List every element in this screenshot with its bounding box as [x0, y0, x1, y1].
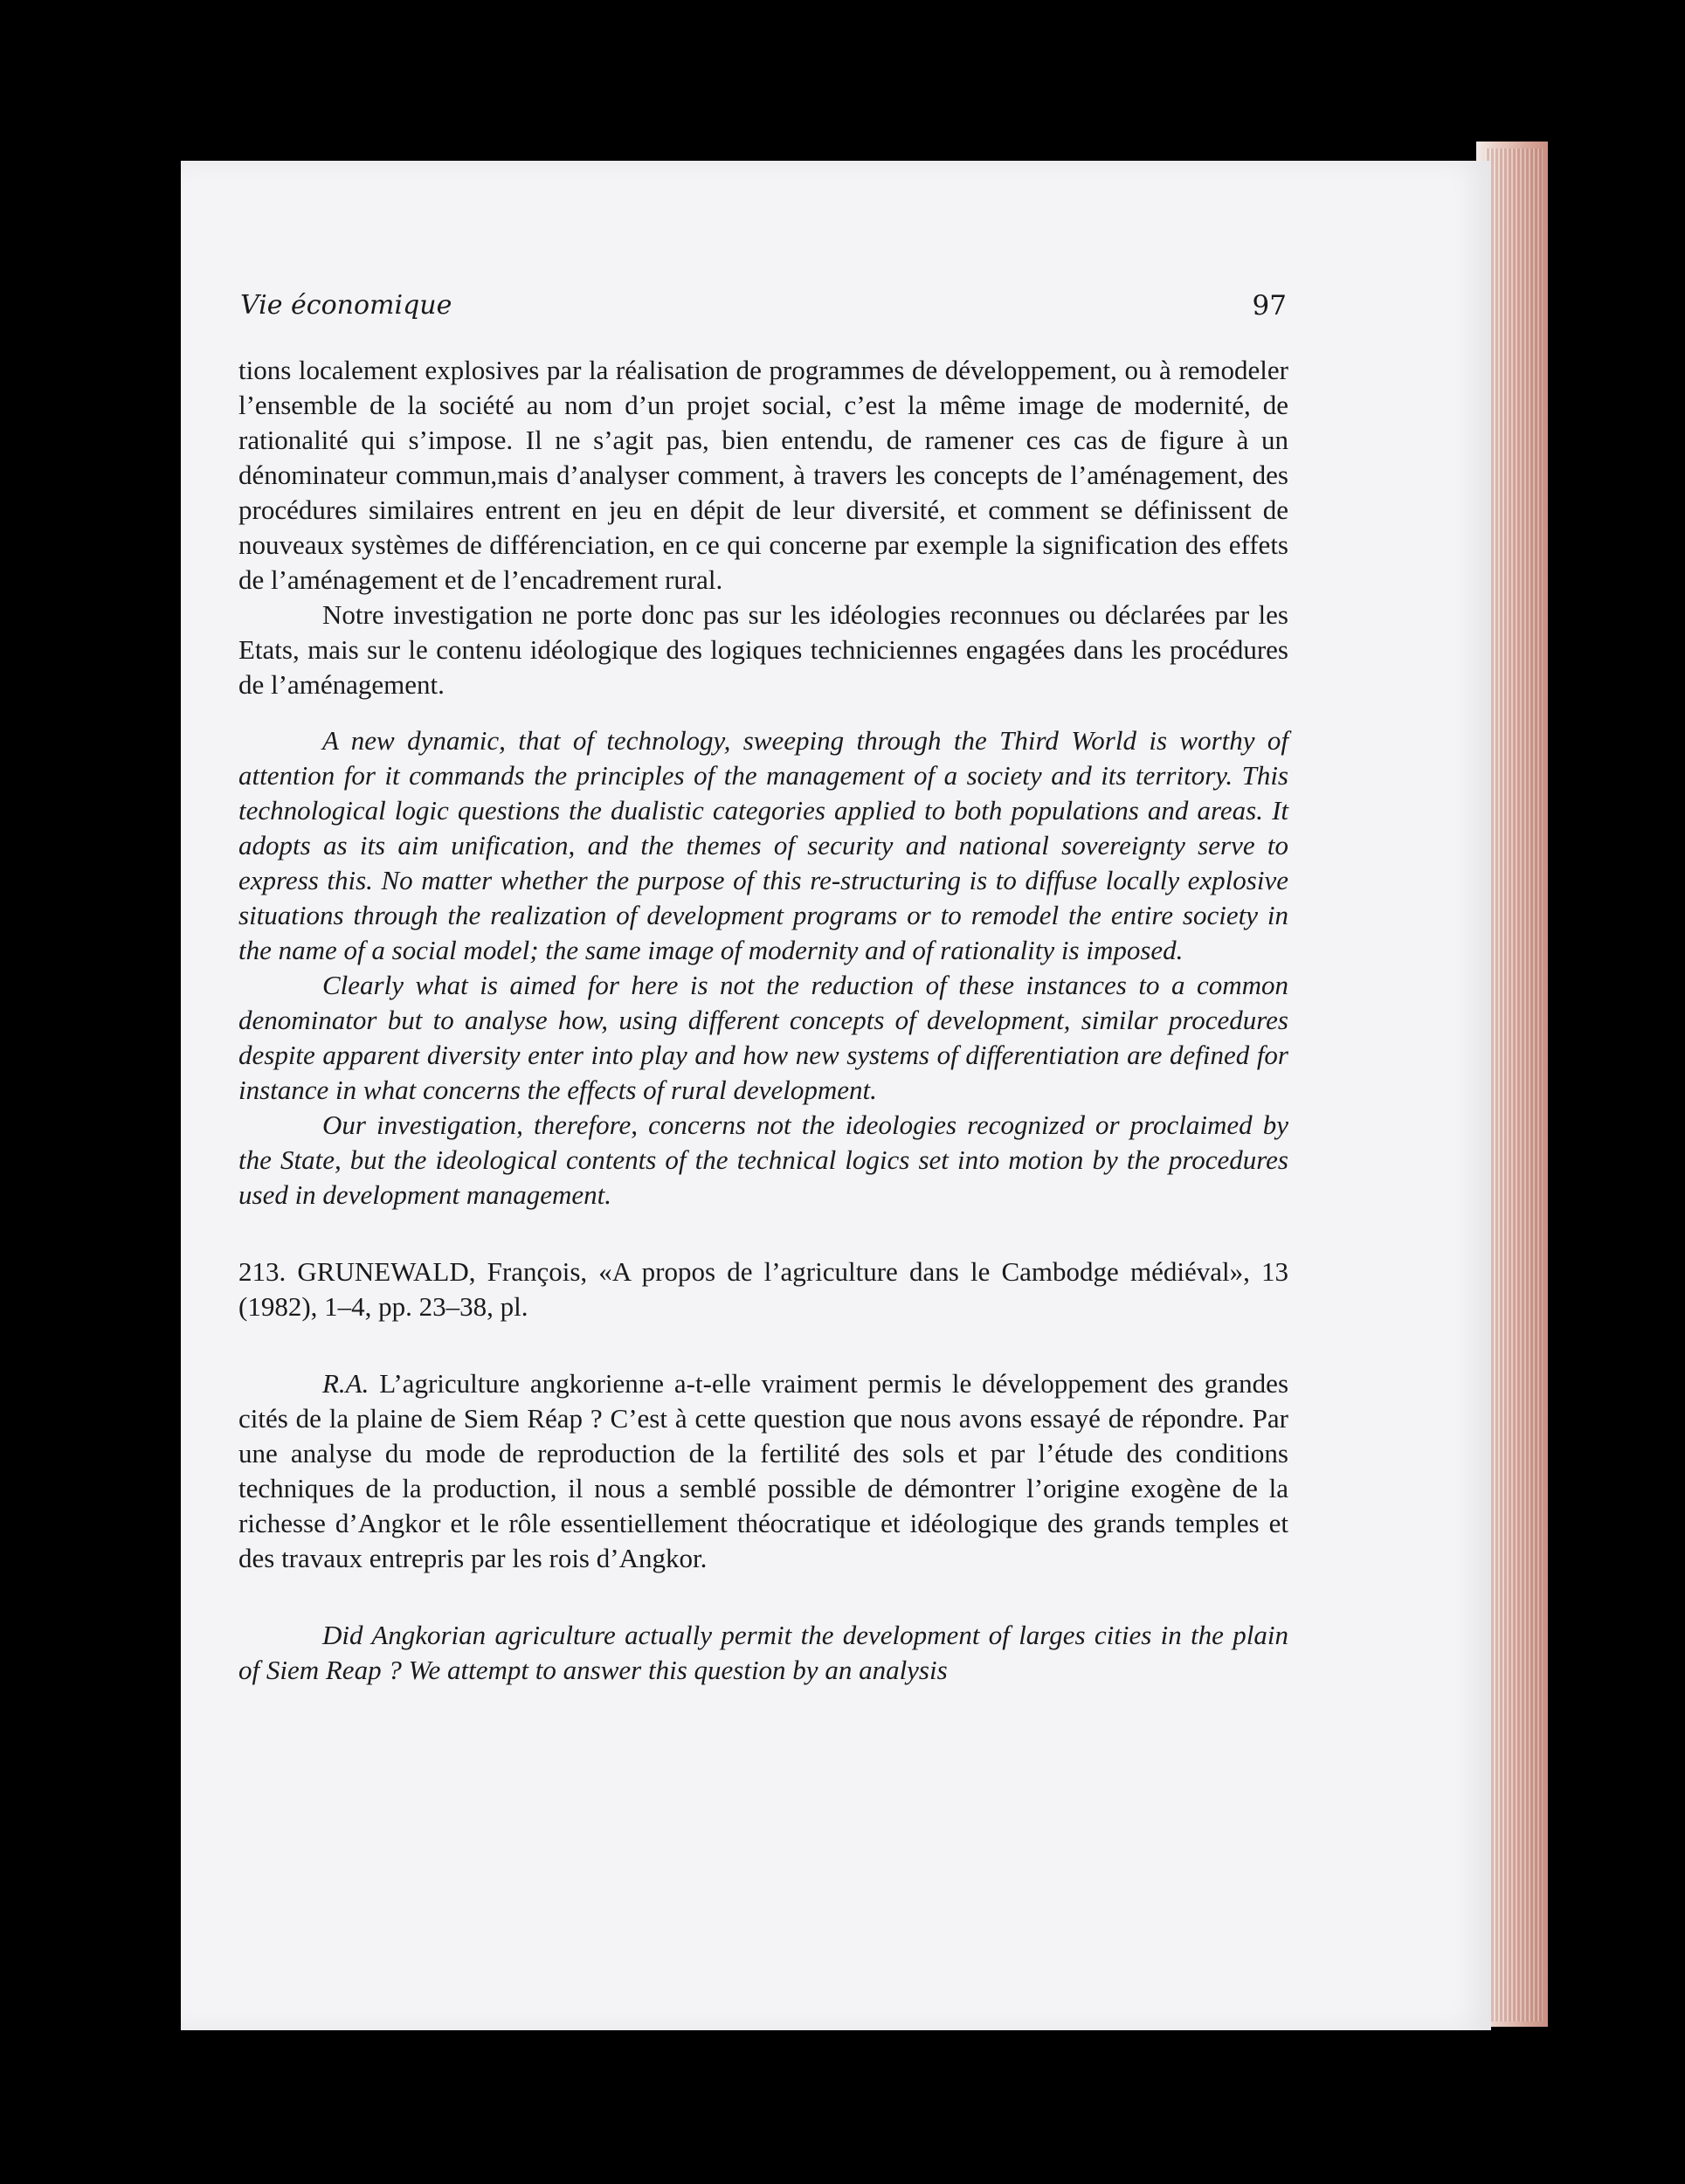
paragraph-english-dynamic: A new dynamic, that of technology, sweeping through the Third World is worthy of attention for it commands the principles of the management of a society and its territory. This technological logic questions the dualistic categories applied to both populations and areas. It adopts as its aim unification, and the themes of security and national sovereignty serve to express this. No matter whether the purpose of this re-structuring is to diffuse locally explosive situations through the realization of development programs or to remodel the entire society in the name of a social model; the same image of modernity and of rationality is imposed.	[238, 725, 1288, 965]
book-page	[181, 161, 1491, 2030]
paragraph-english-angkor: Did Angkorian agriculture actually permit the development of larges cities in the plain of Siem Reap ? We attempt to answer this question by an analysis	[238, 1620, 1288, 1685]
paragraph-english-investigation: Our investigation, therefore, concerns not the ideologies recognized or proclaimed by the State, but the ideological contents of the technical logics set into motion by the procedures used in development management.	[238, 1109, 1288, 1210]
paragraph-french-continued: tions localement explosives par la réalisation de programmes de développement, ou à remodeler l’ensemble de la société au nom d’un projet social, c’est la même image de modernité, de rationalité qui s’impose. Il ne s’agit pas, bien entendu, de ramener ces cas de figure à un dénominateur commun,mais d’analyser comment, à travers les concepts de l’aménagement, des procédures similaires entrent en jeu en dépit de leur diversité, et comment se définissent de nouveaux systèmes de différenciation, en ce qui concerne par exemple la signification des effets de l’aménagement et de l’encadrement rural.	[238, 355, 1288, 595]
running-title: Vie économique	[240, 290, 452, 321]
bibliography-entry-213: 213. GRUNEWALD, François, «A propos de l’agriculture dans le Cambodge médiéval», 13 (1982), 1–4, pp. 23–38, pl.	[238, 1256, 1288, 1322]
paragraph-french-investigation: Notre investigation ne porte donc pas sur les idéologies reconnues ou déclarées par les Etats, mais sur le contenu idéologique des logiques techniciennes engagées dans les procédures de l’aménagement.	[238, 599, 1288, 700]
ra-label: R.A.	[322, 1368, 369, 1399]
ra-summary-text: L’agriculture angkorienne a-t-elle vraiment permis le développement des grandes cités de la plaine de Siem Réap ? C’est à cette question que nous avons essayé de répondre. Par une analyse du mode de reproduction de la fertilité des sols et par l’étude des conditions techniques de la production, il nous a semblé possible de démontrer l’origine exogène de la richesse d’Angkor et le rôle essentiellement théocratique et idéologique des grands temples et des travaux entrepris par les rois d’Angkor.	[238, 1368, 1289, 1573]
page-number: 97	[1252, 290, 1287, 321]
paragraph-english-aim: Clearly what is aimed for here is not the reduction of these instances to a common denominator but to analyse how, using different concepts of development, similar procedures despite apparent diversity enter into play and how new systems of differentiation are defined for instance in what concerns the effects of rural development.	[238, 970, 1288, 1105]
page-edge-lines	[1485, 149, 1543, 2022]
paragraph-ra-summary	[238, 1366, 1288, 1576]
page-header	[240, 290, 1287, 334]
page-body	[238, 353, 1288, 1688]
